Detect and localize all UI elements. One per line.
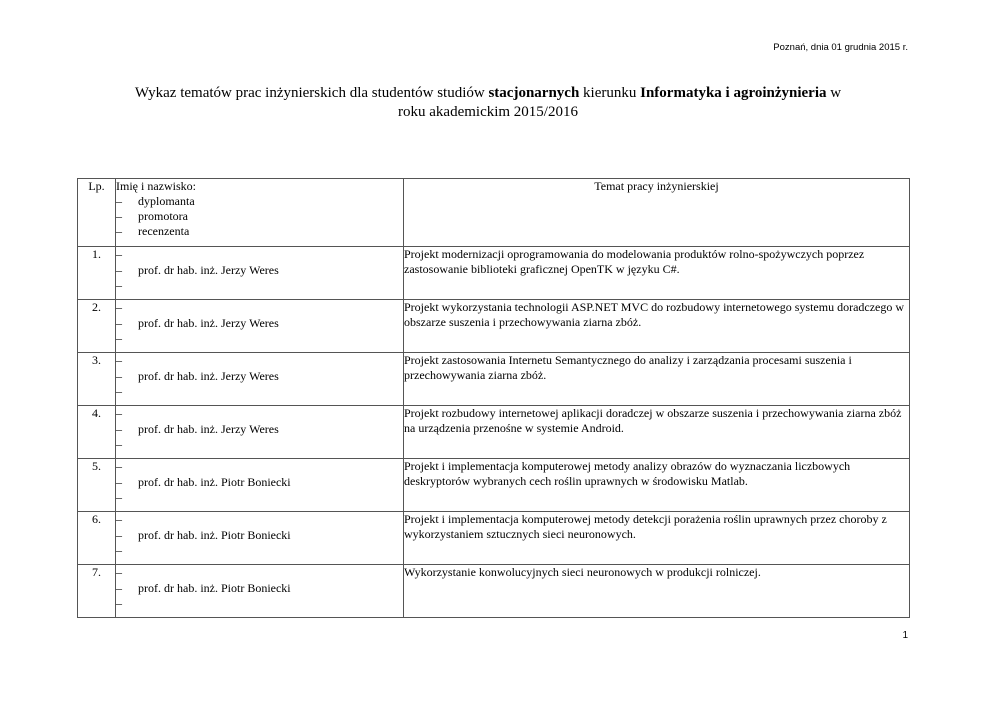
promoter-line: – prof. dr hab. inż. Piotr Boniecki (116, 580, 291, 595)
student-placeholder: – (116, 247, 122, 261)
table-header-row (78, 179, 910, 247)
reviewer-placeholder: – (116, 384, 122, 398)
row-people (116, 247, 404, 300)
document-title (120, 84, 856, 122)
row-people (116, 459, 404, 512)
reviewer-placeholder: – (116, 331, 122, 345)
table-row (78, 406, 910, 459)
reviewer-placeholder: – (116, 437, 122, 451)
row-number: 5. (78, 459, 116, 512)
reviewer-placeholder: – (116, 596, 122, 610)
promoter-name: prof. dr hab. inż. Jerzy Weres (138, 368, 279, 383)
student-placeholder: – (116, 459, 122, 473)
table-row (78, 459, 910, 512)
row-number: 7. (78, 565, 116, 618)
thesis-topic: Projekt i implementacja komputerowej metody detekcji porażenia roślin uprawnych przez choroby z wykorzystaniem sztucznych sieci neuronowych. (404, 512, 910, 565)
header-names-item: – dyplomanta (116, 194, 195, 208)
row-people (116, 300, 404, 353)
theses-table (77, 178, 910, 618)
row-people (116, 565, 404, 618)
thesis-topic: Projekt zastosowania Internetu Semantycznego do analizy i zarządzania procesami suszenia i przechowywania ziarna zbóż. (404, 353, 910, 406)
table-body (78, 247, 910, 618)
row-number: 1. (78, 247, 116, 300)
row-people (116, 406, 404, 459)
thesis-topic: Projekt rozbudowy internetowej aplikacji doradczej w obszarze suszenia i przechowywania ziarna zbóż na urządzenia przenośne w systemie Android. (404, 406, 910, 459)
promoter-line: – prof. dr hab. inż. Jerzy Weres (116, 262, 279, 277)
header-topic: Temat pracy inżynierskiej (404, 179, 910, 247)
thesis-topic: Projekt wykorzystania technologii ASP.NET MVC do rozbudowy internetowego systemu doradczego w obszarze suszenia i przechowywania ziarna zbóż. (404, 300, 910, 353)
row-number: 6. (78, 512, 116, 565)
row-number: 2. (78, 300, 116, 353)
thesis-topic: Projekt i implementacja komputerowej metody analizy obrazów do wyznaczania liczbowych deskryptorów wybranych cech roślin uprawnych w środowisku Matlab. (404, 459, 910, 512)
row-people (116, 512, 404, 565)
header-lp: Lp. (78, 179, 116, 247)
promoter-name: prof. dr hab. inż. Piotr Boniecki (138, 580, 291, 595)
header-names-item: – recenzenta (116, 224, 190, 238)
student-placeholder: – (116, 512, 122, 526)
reviewer-placeholder: – (116, 490, 122, 504)
reviewer-placeholder: – (116, 543, 122, 557)
row-number: 3. (78, 353, 116, 406)
title-text-3: w roku akademickim 2015/2016 (398, 85, 842, 120)
promoter-line: – prof. dr hab. inż. Jerzy Weres (116, 368, 279, 383)
promoter-name: prof. dr hab. inż. Piotr Boniecki (138, 527, 291, 542)
document-date: Poznań, dnia 01 grudnia 2015 r. (773, 42, 908, 53)
student-placeholder: – (116, 565, 122, 579)
row-people (116, 353, 404, 406)
title-study-mode: stacjonarnych (488, 85, 580, 101)
header-names-item: – promotora (116, 209, 188, 223)
promoter-name: prof. dr hab. inż. Piotr Boniecki (138, 474, 291, 489)
student-placeholder: – (116, 300, 122, 314)
promoter-name: prof. dr hab. inż. Jerzy Weres (138, 421, 279, 436)
student-placeholder: – (116, 406, 122, 420)
promoter-name: prof. dr hab. inż. Jerzy Weres (138, 315, 279, 330)
promoter-line: – prof. dr hab. inż. Jerzy Weres (116, 315, 279, 330)
page-number: 1 (902, 630, 908, 641)
title-text-1: Wykaz tematów prac inżynierskich dla studentów studiów (134, 85, 489, 101)
table-row (78, 565, 910, 618)
thesis-topic: Wykorzystanie konwolucyjnych sieci neuronowych w produkcji rolniczej. (404, 565, 910, 618)
table-row (78, 300, 910, 353)
table-row (78, 512, 910, 565)
promoter-line: – prof. dr hab. inż. Piotr Boniecki (116, 527, 291, 542)
header-names-title: Imię i nazwisko: (116, 179, 196, 193)
reviewer-placeholder: – (116, 278, 122, 292)
promoter-name: prof. dr hab. inż. Jerzy Weres (138, 262, 279, 277)
table-row (78, 353, 910, 406)
promoter-line: – prof. dr hab. inż. Piotr Boniecki (116, 474, 291, 489)
header-names (116, 179, 404, 247)
title-text-2: kierunku (579, 85, 641, 101)
title-field-of-study: Informatyka i agroinżynieria (640, 85, 827, 101)
student-placeholder: – (116, 353, 122, 367)
promoter-line: – prof. dr hab. inż. Jerzy Weres (116, 421, 279, 436)
thesis-topic: Projekt modernizacji oprogramowania do modelowania produktów rolno-spożywczych poprzez zastosowanie biblioteki graficznej OpenTK w języku C#. (404, 247, 910, 300)
row-number: 4. (78, 406, 116, 459)
table-row (78, 247, 910, 300)
